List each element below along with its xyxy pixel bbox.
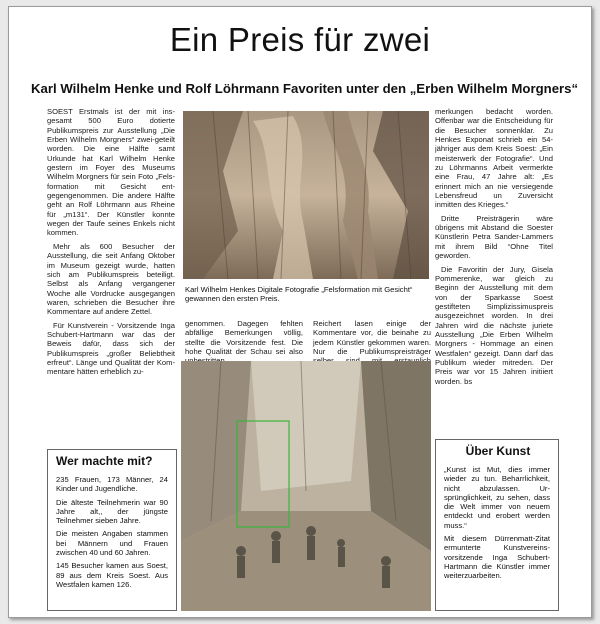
paragraph: Die meisten Angaben stammen bei Männern und Frauen zwischen 40 und 60 Jahren.: [56, 529, 168, 558]
paragraph: Die älteste Teilnehmerin war 90 Jahre alt,, der jüngste Teilnehmer sieben Jahre.: [56, 497, 168, 526]
rock-formation-photo: [183, 111, 429, 279]
paragraph: 145 Besucher kamen aus Soest, 89 aus dem Kreis Soest. Aus Westfalen kamen 126.: [56, 561, 168, 589]
article-column-3: Reichert lasen einige der Kommentare vor, die beinahe zu jedem Künstler gekommen waren. Nur die Publikumspreisträger: [313, 319, 431, 357]
paragraph: „Kunst ist Mut, dies immer wieder zu tun. Beharrlichkeit, nicht abzulassen. Ursprünglichkeit, zu sehen, dass die Welt immer von neuem entdeckt und erobert werden muss.“: [444, 465, 550, 530]
newspaper-page: [8, 6, 592, 618]
photo-caption: Karl Wilhelm Henkes Digitale Fotografie „Felsformation mit Gesicht“ gewannen den ersten Preis.: [185, 285, 413, 304]
paragraph: merkungen bedacht worden. Offenbar war die Entscheidung für die Besucher sonnenklar. Zu Henkes Exponat schrieb ein 54-jähriger aus dem Kreis Soest: „Ein meisterwerk der Fotografie“. Und zu Löhrmanns Arbeit vermerkte eine Frau, 47 Jahre alt: „Es erinnert mich an nie versiegende Lebensfreud un Zuversicht inmitten des Krieges.“: [435, 107, 553, 210]
paragraph: Die Favoritin der Jury, Gisela Pommerenke, war gleich zu Beginn der Ausstellung mit dem von der Sparkasse Soest gestifteten Simplizissimuspreis ausgezeichnet worden. In drei Jahren wird die nächste juriete Ausstellung „Die Erben Wilhelm Morgners - Hommage an einen Westfalen“ gezeigt. Dann darf das Publikum wieder mitreden. Der Preis war vor 15 Jahren initiiert worden. bs: [435, 264, 553, 386]
article-subtitle: Karl Wilhelm Henke und Rolf Löhrmann Favoriten unter den „Erben Wilhelm Morgners“: [31, 81, 579, 96]
paragraph: SOEST Erstmals ist der mit insgesamt 500 Euro dotierte Publikumspreis zur Ausstellung „Die Erben Wilhelm Morgners“ zwei-geteilt worden. Die eine Hälfte samt Urkunde hat Karl Wilhelm Henke gestern im Foyer des Museums Wilhelm Morgners für sein Foto „Felsformation mit Gesicht entgegengenommen. Die andere Hälfte geht an Rolf Löhrmann aus Rheine für „m131“. Der Künstler konnte wegen der Taufe seines Enkels nicht kommen.: [47, 107, 175, 238]
info-box-participants: [47, 449, 177, 611]
info-box-art-quote: [435, 439, 559, 611]
paragraph: Für Kunstverein - Vorsitzende Inga Schubert-Hartmann war das der Beweis dafür, dass sich der Publikumspreis „großer Beliebtheit erfreut“. Länge und Qualität der Kommentare hätten erheblich zu-: [47, 320, 175, 377]
article-column-2: genommen. Dagegen fehlten abfällige Bemerkungen völlig, stellte die Vorsitzende fest. Die hohe Qualität der Schau sei also: [185, 319, 303, 357]
box-text: [48, 471, 176, 597]
paragraph: Mit diesem Dürrenmatt-Zitat ermunterte Kunstvereinsvorsitzende Inga Schubert-Hartmann die Künstler immer weiterzuarbeiten.: [444, 534, 550, 581]
box-text: [436, 461, 558, 589]
paragraph: 235 Frauen, 173 Männer, 24 Kinder und Jugendliche.: [56, 475, 168, 494]
paragraph: Mehr als 600 Besucher der Ausstellung, die seit Anfang Oktober im Museum gezeigt wurde, hatten sich am Publikumspreis beteiligt. Selbst als Anfang vergangener Woche alle Vordrucke ausgegangen waren, schrieben die Besucher ihre Kommentare auf andere Zettel.: [47, 241, 175, 317]
paragraph: Dritte Preisträgerin wäre übrigens mit Abstand die Soester Künstlerin Petra Sander-Lammers mit ihrem Bild “Ohne Titel geworden.: [435, 213, 553, 261]
page-title: Ein Preis für zwei: [169, 21, 431, 58]
article-column-4: [435, 107, 553, 427]
article-column-1: [47, 107, 175, 447]
street-painting-photo: [181, 361, 431, 611]
box-heading: Über Kunst: [465, 444, 531, 458]
box-heading: Wer machte mit?: [56, 454, 153, 468]
